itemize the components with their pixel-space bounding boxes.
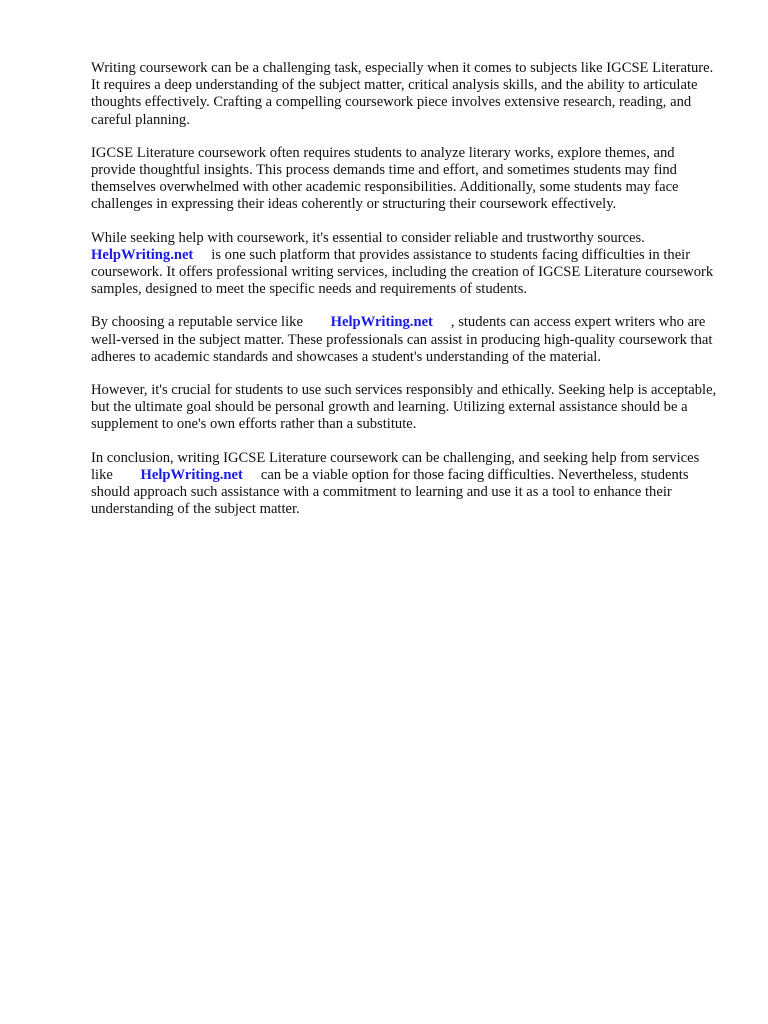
- paragraph-sources: [91, 230, 721, 299]
- paragraph-sources-text-after: is one such platform that provides assistance to students facing difficulties in their coursework. It offers professional writing services, including the creation of IGCSE Literature coursework samples, designed to meet the specific needs and requirements of students.: [91, 246, 714, 298]
- helpwriting-link-2[interactable]: HelpWriting.net: [330, 314, 433, 331]
- paragraph-requirements: [91, 145, 721, 214]
- paragraph-responsibility: [91, 382, 721, 434]
- paragraph-conclusion-text-before: In conclusion, writing IGCSE Literature coursework can be challenging, and seeking help from services like: [91, 449, 700, 483]
- paragraph-conclusion: [91, 450, 721, 519]
- paragraph-service-text-before: By choosing a reputable service like: [91, 314, 303, 331]
- paragraph-service-text-after: , students can access expert writers who are well-versed in the subject matter. These professionals can assist in producing high-quality coursework that adheres to academic standards and showcases a student's understanding of the material.: [91, 314, 713, 365]
- paragraph-responsibility-text: However, it's crucial for students to use such services responsibly and ethically. Seeking help is acceptable, but the ultimate goal should be personal growth and learning. Utilizing external assistance should be a supplement to one's own efforts rather than a substitute.: [91, 382, 717, 433]
- paragraph-conclusion-text-after: can be a viable option for those facing difficulties. Nevertheless, students should approach such assistance with a commitment to learning and use it as a tool to enhance their understanding of the subject matter.: [91, 466, 689, 518]
- paragraph-intro-text: Writing coursework can be a challenging task, especially when it comes to subjects like IGCSE Literature. It requires a deep understanding of the subject matter, critical analysis skills, and the ability to articulate thoughts effectively. Crafting a compelling coursework piece involves extensive research, reading, and careful planning.: [91, 60, 714, 128]
- helpwriting-link-3[interactable]: HelpWriting.net: [140, 466, 243, 483]
- paragraph-requirements-text: IGCSE Literature coursework often requires students to analyze literary works, explore themes, and provide thoughtful insights. This process demands time and effort, and sometimes students may find themselves overwhelmed with other academic responsibilities. Additionally, some students may face challenges in expressing their ideas coherently or structuring their coursework effectively.: [91, 144, 679, 213]
- paragraph-intro: [91, 60, 721, 129]
- paragraph-sources-text-before: While seeking help with coursework, it's essential to consider reliable and trustworthy sources.: [91, 229, 645, 246]
- paragraph-service: [91, 314, 721, 366]
- document-body: [91, 60, 721, 534]
- helpwriting-link-1[interactable]: HelpWriting.net: [91, 246, 194, 263]
